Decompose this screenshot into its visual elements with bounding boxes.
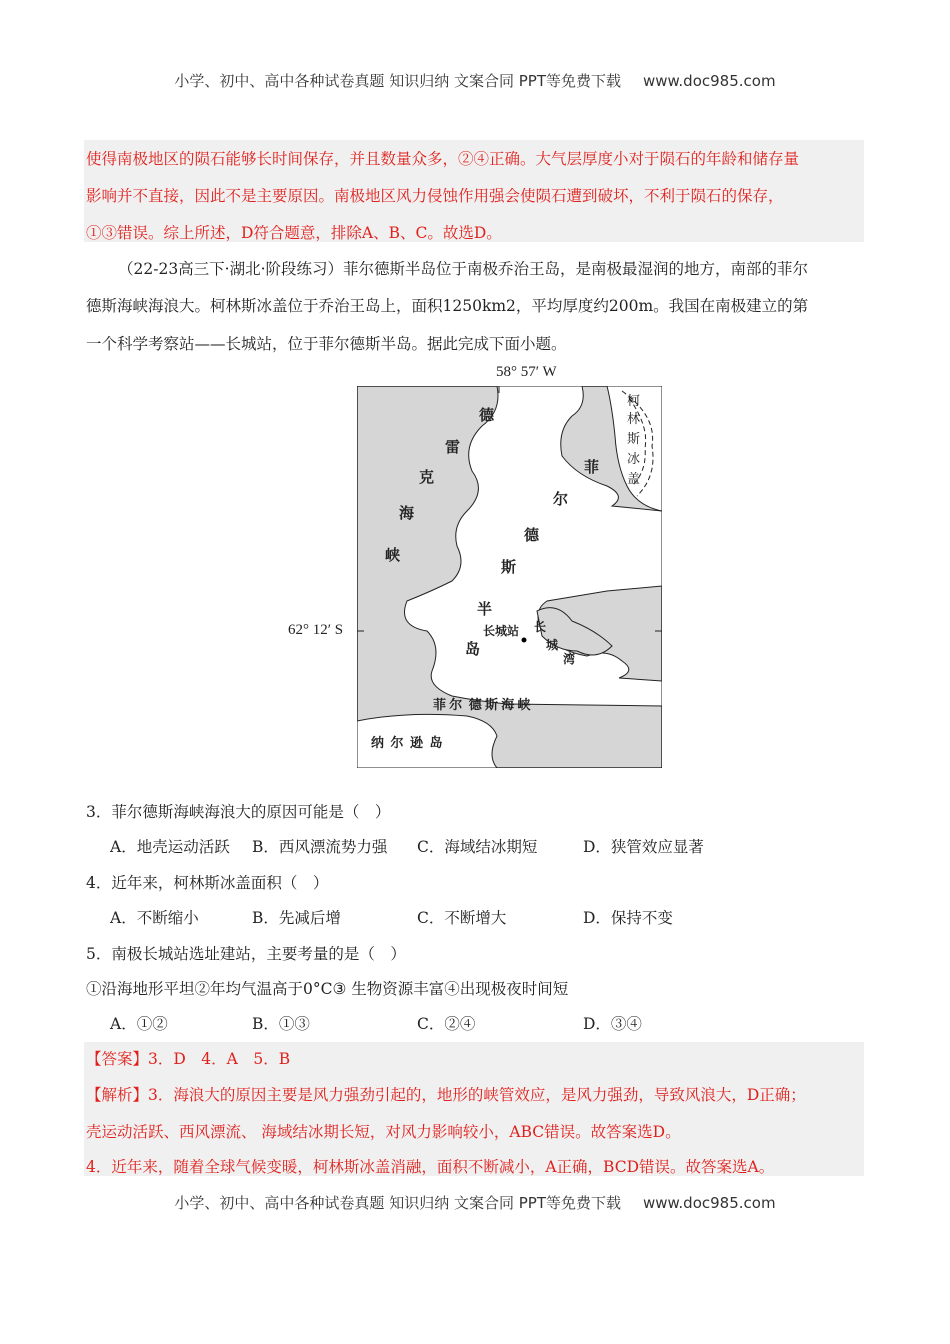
collins-label: 盖 (627, 471, 641, 486)
fildes-label: 半 (477, 602, 493, 618)
collins-label: 冰 (627, 451, 641, 466)
strait-label: 菲 尔 德 斯 海 峡 (433, 697, 531, 712)
latitude-label: 62° 12′ S (288, 622, 344, 638)
fildes-label: 岛 (465, 642, 481, 658)
question-5-stem: 5．南极长城站选址建站，主要考量的是（ ） (86, 945, 406, 963)
header-text: 小学、初中、高中各种试卷真题 知识归纳 文案合同 PPT等免费下载 (174, 72, 621, 90)
analysis-line: 【解析】3．海浪大的原因主要是风力强劲引起的，地形的峡管效应，是风力强劲，导致风浪大，D正确； (86, 1086, 806, 1104)
q3-option-c[interactable]: C．海域结冰期短 (417, 838, 538, 856)
header-url[interactable]: www.doc985.com (642, 72, 776, 90)
collins-label: 斯 (627, 431, 641, 446)
fildes-peninsula-map (357, 386, 662, 768)
fildes-label: 德 (524, 528, 540, 544)
question-4-stem: 4．近年来，柯林斯冰盖面积（ ） (86, 874, 329, 892)
intro-line: 德斯海峡海浪大。柯林斯冰盖位于乔治王岛上，面积1250km2，平均厚度约200m。我国在南极建立的第 (86, 297, 809, 315)
q5-option-a[interactable]: A．①② (110, 1015, 168, 1033)
analysis-line: ①③错误。综上所述，D符合题意，排除A、B、C。故选D。 (86, 224, 502, 242)
bay-label: 长 (534, 620, 547, 634)
drake-label: 海 (399, 506, 415, 522)
question-5-statements: ①沿海地形平坦②年均气温高于0°C③ 生物资源丰富④出现极夜时间短 (86, 980, 569, 998)
fildes-label: 斯 (501, 560, 517, 576)
longitude-label: 58° 57′ W (496, 364, 557, 380)
analysis-line: 影响并不直接，因此不是主要原因。南极地区风力侵蚀作用强会使陨石遭到破坏，不利于陨石的保存， (86, 187, 784, 205)
fildes-label: 尔 (553, 492, 569, 508)
q5-option-d[interactable]: D．③④ (583, 1015, 642, 1033)
q4-option-a[interactable]: A．不断缩小 (110, 909, 199, 927)
q5-option-b[interactable]: B．①③ (252, 1015, 310, 1033)
bay-label: 湾 (563, 652, 576, 666)
fildes-label: 菲 (584, 460, 600, 476)
intro-line: 一个科学考察站——长城站，位于菲尔德斯半岛。据此完成下面小题。 (86, 335, 567, 353)
q5-option-c[interactable]: C．②④ (417, 1015, 476, 1033)
answer-line: 【答案】3．D 4．A 5．B (86, 1050, 291, 1068)
q4-option-d[interactable]: D．保持不变 (583, 909, 673, 927)
page-header (0, 70, 950, 91)
intro-line: （22-23高三下·湖北·阶段练习）菲尔德斯半岛位于南极乔治王岛，是南极最湿润的地方，南部的菲尔 (118, 260, 809, 278)
drake-label: 峡 (385, 548, 401, 564)
collins-label: 柯 (627, 393, 641, 408)
analysis-line: 使得南极地区的陨石能够长时间保存，并且数量众多，②④正确。大气层厚度小对于陨石的年龄和储存量 (86, 150, 800, 168)
analysis-line: 壳运动活跃、西风漂流、 海域结冰期长短，对风力影响较小，ABC错误。故答案选D。 (86, 1123, 681, 1141)
page-footer (0, 1192, 950, 1213)
drake-label: 克 (419, 470, 435, 486)
drake-label: 雷 (445, 440, 461, 456)
collins-label: 林 (627, 411, 641, 426)
drake-label: 德 (479, 408, 495, 424)
q3-option-b[interactable]: B．西风漂流势力强 (252, 838, 388, 856)
question-3-stem: 3．菲尔德斯海峡海浪大的原因可能是（ ） (86, 803, 391, 821)
q4-option-c[interactable]: C．不断增大 (417, 909, 507, 927)
q3-option-d[interactable]: D．狭管效应显著 (583, 838, 704, 856)
q4-option-b[interactable]: B．先减后增 (252, 909, 341, 927)
q3-option-a[interactable]: A．地壳运动活跃 (110, 838, 230, 856)
analysis-line: 4．近年来，随着全球气候变暖，柯林斯冰盖消融，面积不断减小，A正确，BCD错误。故答案选A。 (86, 1158, 775, 1176)
bay-label: 城 (546, 638, 559, 652)
footer-url[interactable]: www.doc985.com (642, 1194, 776, 1212)
nelson-island-label: 纳 尔 逊 岛 (371, 735, 443, 750)
footer-text: 小学、初中、高中各种试卷真题 知识归纳 文案合同 PPT等免费下载 (174, 1194, 621, 1212)
station-label: 长城站 (483, 624, 520, 638)
